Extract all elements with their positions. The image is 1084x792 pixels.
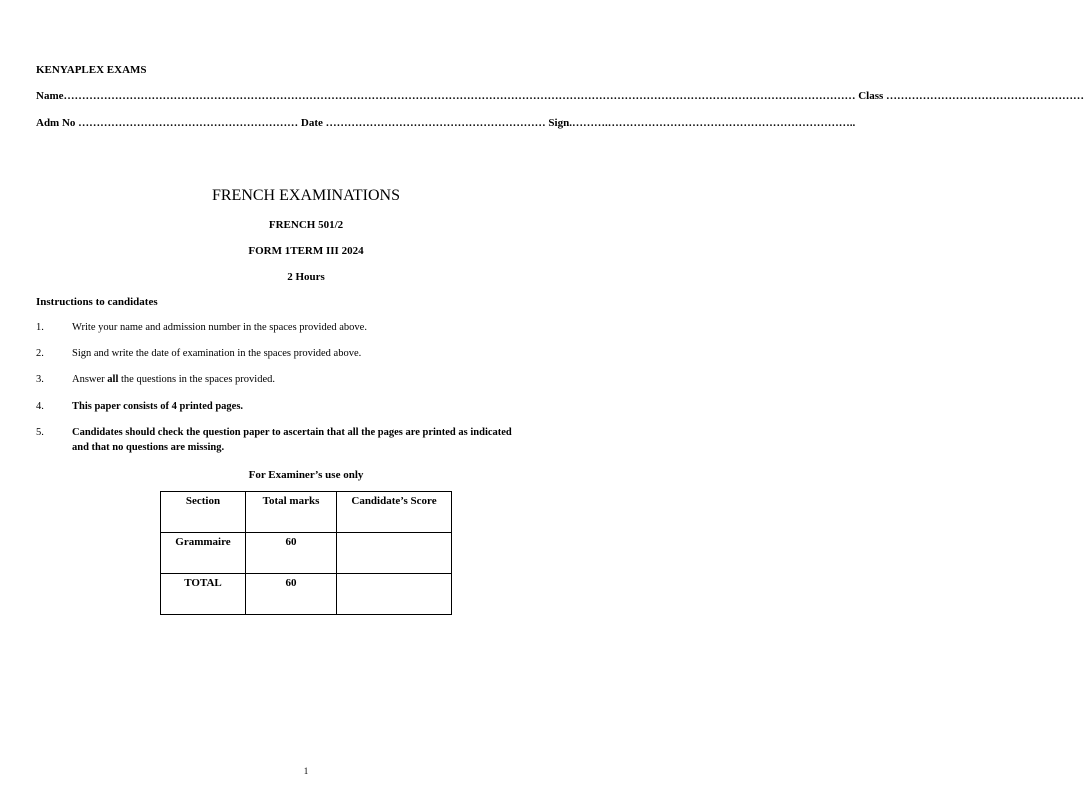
column-header: Section xyxy=(161,492,246,533)
column-header: Candidate’s Score xyxy=(337,492,452,533)
table-header-row xyxy=(161,492,452,533)
instruction-text: This paper consists of 4 printed pages. xyxy=(72,401,244,412)
instruction-number: 2. xyxy=(36,348,44,359)
examiner-heading: For Examiner’s use only xyxy=(248,469,364,481)
org-name: KENYAPLEX EXAMS xyxy=(36,64,147,76)
name-class-line: Name……………………………………………………………………………………………………………………………………………………………………………………………… Class ……………………………………………… xyxy=(36,90,1084,102)
instruction-text-continued: and that no questions are missing. xyxy=(72,442,225,453)
section-cell: TOTAL xyxy=(161,574,246,615)
page-number: 1 xyxy=(303,766,309,776)
candidate-score-cell xyxy=(337,574,452,615)
instruction-text: Write your name and admission number in the spaces provided above. xyxy=(72,322,367,333)
instructions-heading: Instructions to candidates xyxy=(36,296,158,308)
instruction-number: 4. xyxy=(36,401,44,412)
total-marks-cell: 60 xyxy=(246,574,337,615)
adm-date-sign-line: Adm No …………………………………………………… Date …………………………………………………… Sign.……….………………………………………………………….. xyxy=(36,117,856,129)
paper-code: FRENCH 501/2 xyxy=(268,219,344,231)
column-header: Total marks xyxy=(246,492,337,533)
examiner-table xyxy=(160,491,452,615)
form-term: FORM 1TERM III 2024 xyxy=(248,245,364,257)
instruction-number: 1. xyxy=(36,322,44,333)
instruction-text: Candidates should check the question paper to ascertain that all the pages are printed as indicated xyxy=(72,427,512,438)
instruction-number: 5. xyxy=(36,427,44,438)
table-row xyxy=(161,574,452,615)
section-cell: Grammaire xyxy=(161,533,246,574)
candidate-score-cell xyxy=(337,533,452,574)
exam-title: FRENCH EXAMINATIONS xyxy=(211,187,400,204)
instruction-number: 3. xyxy=(36,374,44,385)
table-row xyxy=(161,533,452,574)
instruction-text: Answer all the questions in the spaces provided. xyxy=(72,374,275,385)
total-marks-cell: 60 xyxy=(246,533,337,574)
duration: 2 Hours xyxy=(287,271,325,283)
instruction-text: Sign and write the date of examination in the spaces provided above. xyxy=(72,348,362,359)
